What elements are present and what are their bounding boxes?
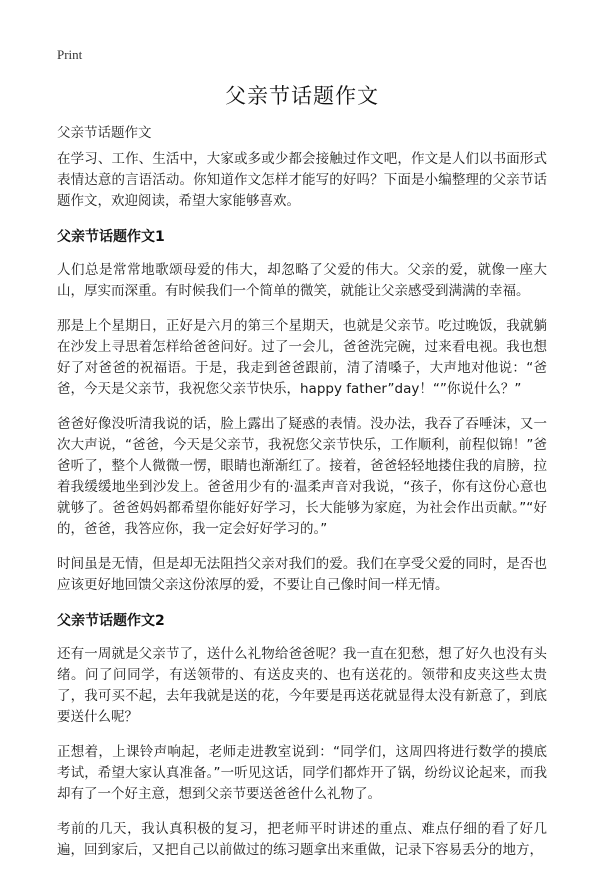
- section-heading-2: 父亲节话题作文2: [57, 613, 165, 629]
- section-2-paragraph-2: 正想着，上课铃声响起，老师走进教室说到：“同学们，这周四将进行数学的摸底考试，希望大家认真准备。”一听见这话，同学们都炸开了锅，纷纷议论起来，而我却有了一个好主意，想到父亲节要送爸爸什么礼物了。: [57, 744, 547, 802]
- page-title: 父亲节话题作文: [225, 84, 379, 108]
- article-body: [57, 149, 547, 875]
- section-1-paragraph-3: 爸爸好像没听清我说的话，脸上露出了疑惑的表情。没办法，我吞了吞唾沫，又一次大声说，“爸爸，今天是父亲节，我祝您父亲节快乐，工作顺利，前程似锦！”爸爸听了，整个人微微一愣，眼睛也渐渐红了。接着，爸爸轻轻地搂住我的肩膀，拉着我缓缓地坐到沙发上。爸爸用少有的·温柔声音对我说，“孩子，你有这份心意也就够了。爸爸妈妈都希望你能好好学习，长大能够为家庭，为社会作出贡献。”“好的，爸爸，我答应你，我一定会好好学习的。”: [57, 416, 547, 537]
- section-1-paragraph-4: 时间虽是无情，但是却无法阻挡父亲对我们的爱。我们在享受父爱的同时，是否也应该更好地回馈父亲这份浓厚的爱，不要让自己像时间一样无情。: [57, 556, 547, 593]
- section-1-paragraph-1: 人们总是常常地歌颂母爱的伟大，却忽略了父爱的伟大。父亲的爱，就像一座大山，厚实而深重。有时候我们一个简单的微笑，就能让父亲感受到满满的幸福。: [57, 262, 547, 299]
- article-subtitle: 父亲节话题作文: [57, 125, 152, 141]
- section-2-paragraph-1: 还有一周就是父亲节了，送什么礼物给爸爸呢？我一直在犯愁，想了好久也没有头绪。问了问同学，有送领带的、有送皮夹的、也有送花的。领带和皮夹这些太贵了，我可买不起，去年我就是送的花，今年要是再送花就显得太没有新意了，到底要送什么呢？: [57, 646, 547, 725]
- intro-paragraph: 在学习、工作、生活中，大家或多或少都会接触过作文吧，作文是人们以书面形式表情达意的言语活动。你知道作文怎样才能写的好吗？下面是小编整理的父亲节话题作文，欢迎阅读，希望大家能够喜欢。: [57, 151, 547, 209]
- section-2-paragraph-3: 考前的几天，我认真积极的复习，把老师平时讲述的重点、难点仔细的看了好几遍，回到家后，又把自己以前做过的练习题拿出来重做，记录下容易丢分的地方，: [57, 821, 547, 858]
- section-1-paragraph-2: 那是上个星期日，正好是六月的第三个星期天，也就是父亲节。吃过晚饭，我就躺在沙发上寻思着怎样给爸爸问好。过了一会儿，爸爸洗完碗，过来看电视。我也想好了对爸爸的祝福语。于是，我走到爸爸跟前，清了清嗓子，大声地对他说：“爸爸，今天是父亲节，我祝您父亲节快乐，happy father”day！“”你说什么？”: [57, 318, 547, 397]
- section-heading-1: 父亲节话题作文1: [57, 229, 165, 245]
- print-link[interactable]: Print: [57, 47, 83, 62]
